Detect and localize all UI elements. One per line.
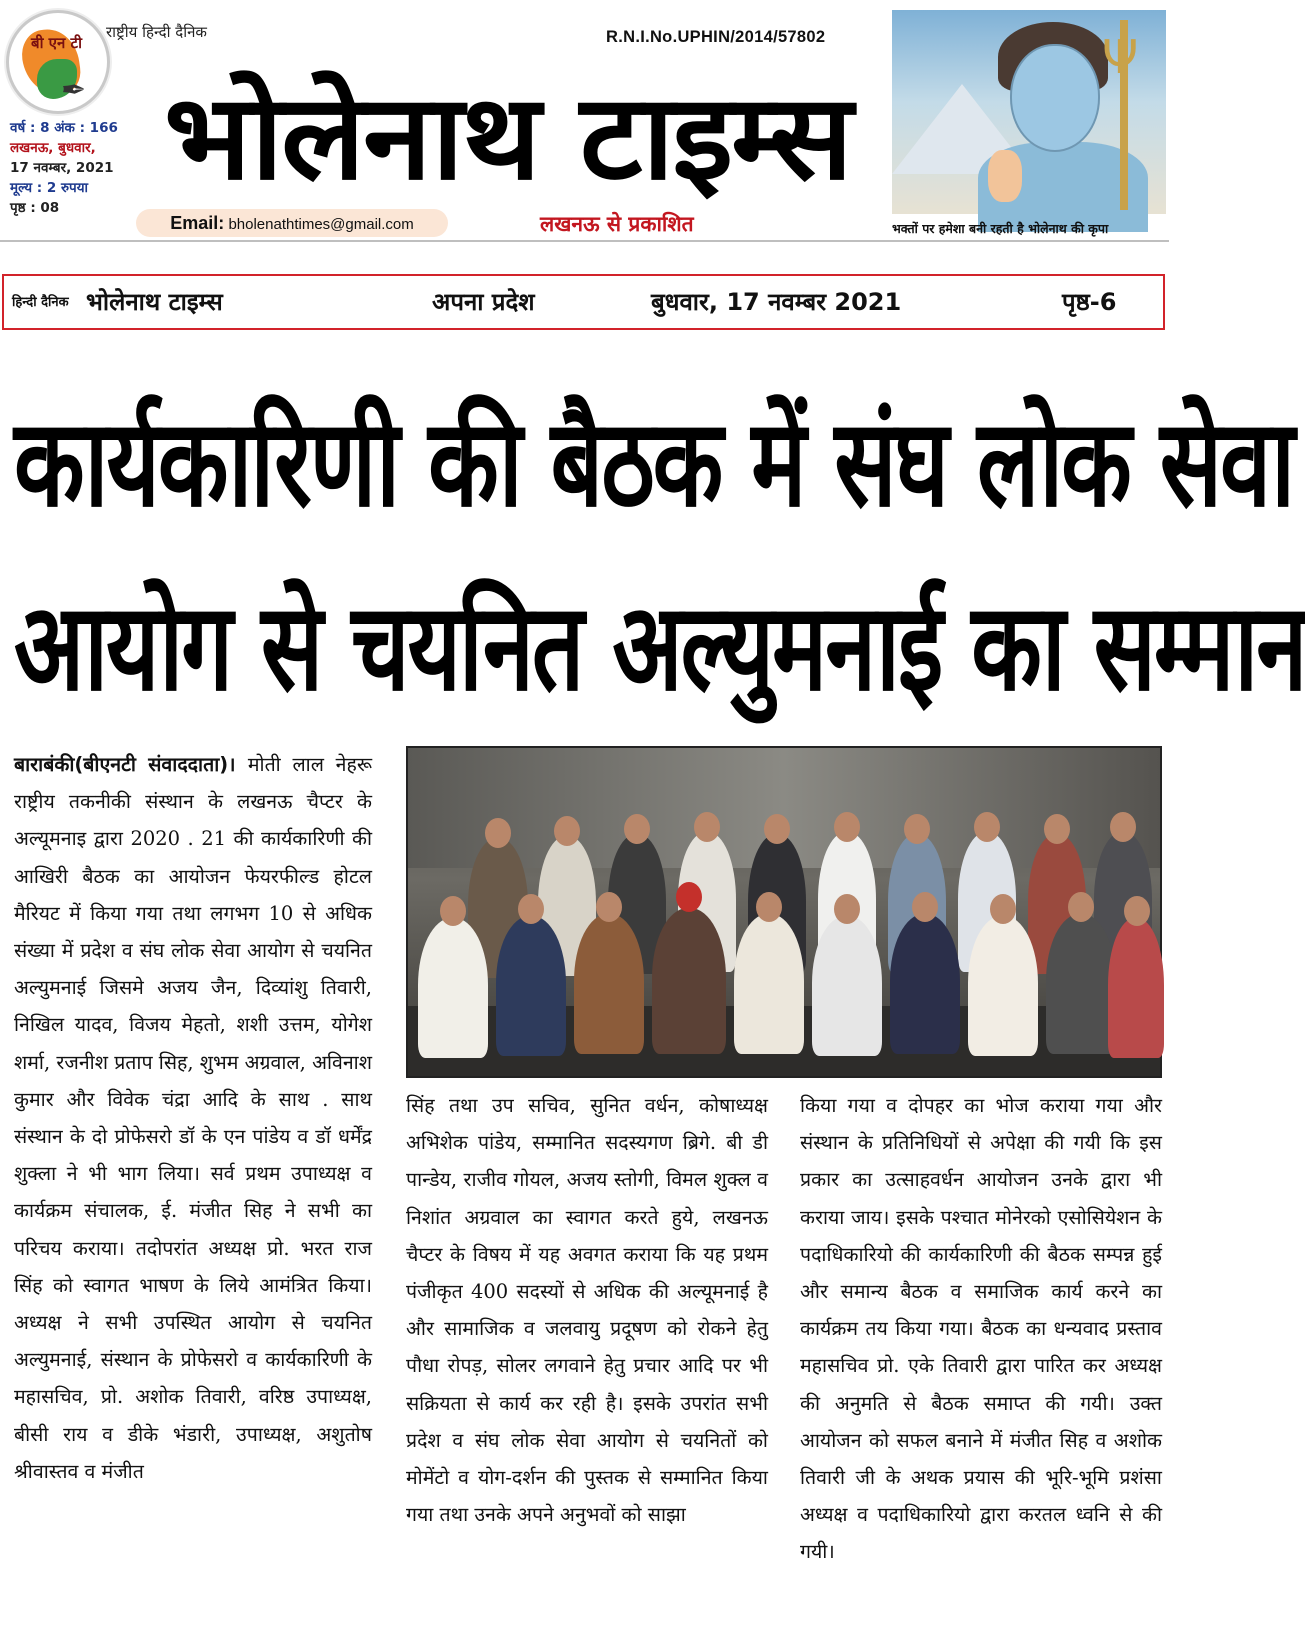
- logo-emblem: [6, 10, 110, 114]
- newspaper-title: भोलेनाथ टाइम्स: [164, 68, 851, 206]
- page-header-strip: [2, 274, 1165, 330]
- email-badge[interactable]: [136, 209, 448, 237]
- article-text-2: सिंह तथा उप सचिव, सुनित वर्धन, कोषाध्यक्ष अभिशेक पांडेय, सम्मानित सदस्यगण ब्रिगे. बी डी पान्डेय, राजीव गोयल, अजय स्तोगी, विमल शुक्ल व निशांत अग्रवाल का स्वागत करते हुये, लखनऊ चैप्टर के विषय में यह अवगत कराया कि यह प्रथम पंजीकृत 400 सदस्यों से अधिक की अल्यूमनाई है और सामाजिक व जलवायु प्रदूषण को रोकने हेतु पौधा रोपड़, सोलर लगवाने हेतु प्रचार आदि पर भी सक्रियता से कार्य कर रही है। इसके उपरांत सभी प्रदेश व संघ लोक सेवा आयोग से चयनितों को मोमेंटो व योग-दर्शन की पुस्तक से सम्मानित किया गया तथा उनके अपने अनुभवों को साझा: [406, 1094, 768, 1527]
- article-text-1: मोती लाल नेहरू राष्ट्रीय तकनीकी संस्थान के लखनऊ चैप्टर के अल्यूमनाइ द्वारा 2020 . 21 की कार्यकारिणी की आखिरी बैठक का आयोजन फेयरफील्ड होटल मैरियट में किया गया तथा लगभग 10 से अधिक संख्या में प्रदेश व संघ लोक सेवा आयोग से चयनित अल्युमनाई जिसमे अजय जैन, दिव्यांशु तिवारी, निखिल यादव, विजय मेहतो, शशी उत्तम, योगेश शर्मा, रजनीश प्रताप सिह, शुभम अग्रवाल, अविनाश कुमार और विवेक चंद्रा आदि के साथ . साथ संस्थान के दो प्रोफेसरो डॉ के एन पांडेय व डॉ धर्मेंद्र शुक्ला ने भी भाग लिया। सर्व प्रथम उपाध्यक्ष व कार्यक्रम संचालक, ई. मंजीत सिह ने सभी का परिचय कराया। तदोपरांत अध्यक्ष प्रो. भरत राज सिंह को स्वागत भाषण के लिये आमंत्रित किया। अध्यक्ष ने सभी उपस्थित आयोग से चयनित अल्युमनाई, संस्थान के प्रोफेसरो व कार्यकारिणी के महासचिव, प्रो. अशोक तिवारी, वरिष्ठ उपाध्यक्ष, बीसी राय व डीके भंडारी, उपाध्यक्ष, अशुतोष श्रीवास्तव व मंजीत: [14, 753, 372, 1483]
- strip-date: बुधवार, 17 नवम्बर 2021: [651, 288, 902, 316]
- deity-caption: भक्तों पर हमेशा बनी रहती है भोलेनाथ की कृपा: [892, 221, 1109, 236]
- strip-brand: भोलेनाथ टाइम्स: [86, 288, 223, 316]
- strip-page-number: पृष्ठ-6: [1062, 288, 1117, 316]
- strip-label: हिन्दी दैनिक: [12, 295, 69, 310]
- masthead-tagline: राष्ट्रीय हिन्दी दैनिक: [106, 23, 207, 41]
- article-column-2: [406, 1087, 768, 1647]
- issue-date: 17 नवम्बर, 2021: [10, 160, 114, 176]
- issue-number: वर्ष : 8 अंक : 166: [10, 120, 118, 136]
- issue-pages: पृष्ठ : 08: [10, 200, 60, 216]
- pen-icon: ✒: [61, 73, 87, 108]
- published-from: लखनऊ से प्रकाशित: [540, 211, 694, 236]
- masthead: [0, 0, 1169, 240]
- headline-line-2: आयोग से चयनित अल्युमनाई का सम्मान: [14, 576, 1305, 718]
- group-photo: [406, 746, 1162, 1078]
- article-column-3: [800, 1087, 1162, 1647]
- dateline: बाराबंकी(बीएनटी संवाददाता)।: [14, 753, 248, 776]
- headline: [14, 372, 1305, 740]
- email-label: Email:: [170, 213, 225, 233]
- headline-line-1: कार्यकारिणी की बैठक में संघ लोक सेवा: [14, 392, 1294, 534]
- article-text-3: किया गया व दोपहर का भोज कराया गया और संस्थान के प्रतिनिधियों से अपेक्षा की गयी कि इस प्रकार का उत्साहवर्धन आयोजन उनके द्वारा भी कराया जाय। इसके पश्चात मोनेरको एसोसियेशन के पदाधिकारियो की कार्यकारिणी की बैठक सम्पन्न हुई और समान्य बैठक व समाजिक कार्य करने का कार्यक्रम तय किया गया। बैठक का धन्यवाद प्रस्ताव महासचिव प्रो. एके तिवारी द्वारा पारित कर अध्यक्ष की अनुमति से बैठक समाप्त की गयी। उक्त आयोजन को सफल बनाने में मंजीत सिह व अशोक तिवारी जी के अथक प्रयास की भूरि-भूमि प्रशंसा अध्यक्ष व पदाधिकारियो द्वारा करतल ध्वनि से की गयी।: [800, 1094, 1162, 1564]
- deity-illustration: Ψ: [892, 10, 1166, 214]
- rni-number: R.N.I.No.UPHIN/2014/57802: [606, 28, 826, 46]
- issue-place-day: लखनऊ, बुधवार,: [10, 140, 96, 156]
- strip-section: अपना प्रदेश: [432, 288, 535, 316]
- article-column-1: [14, 746, 372, 1646]
- masthead-divider: [0, 240, 1169, 242]
- issue-price: मूल्य : 2 रुपया: [10, 180, 89, 196]
- issue-meta: [10, 118, 150, 218]
- logo-text: बी एन टी: [31, 34, 82, 52]
- email-address[interactable]: bholenathtimes@gmail.com: [228, 216, 414, 233]
